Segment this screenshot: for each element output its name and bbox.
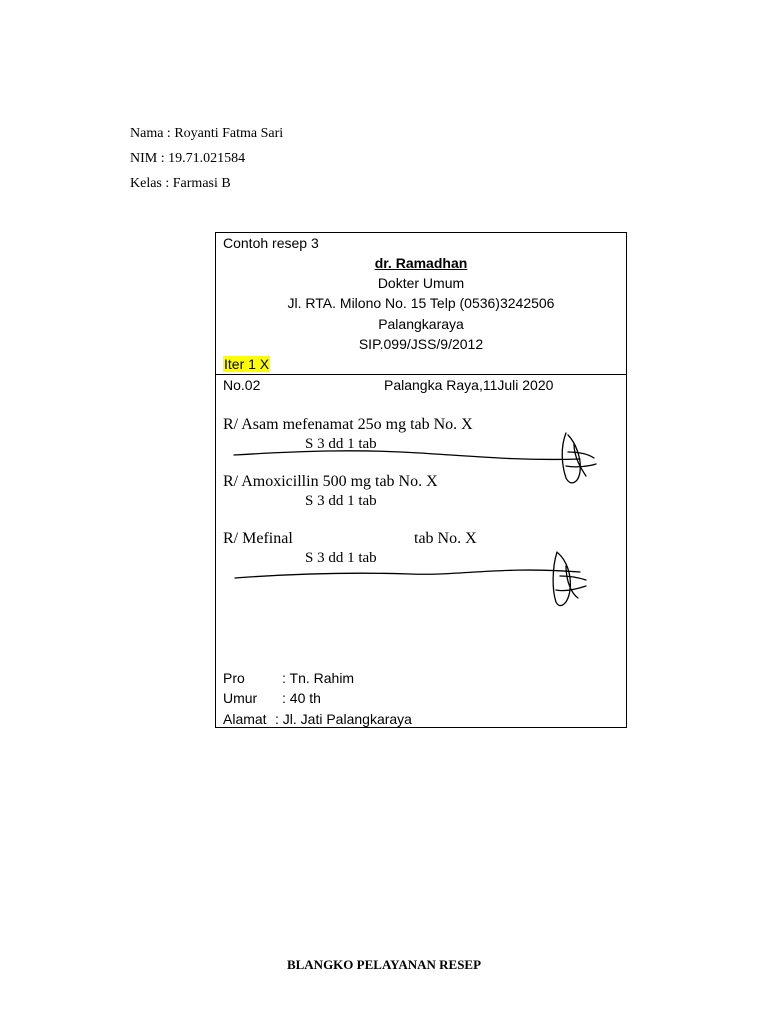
doctor-city: Palangkaraya <box>378 316 464 332</box>
patient-pro-label: Pro <box>223 670 245 686</box>
footer-title: BLANGKO PELAYANAN RESEP <box>286 957 482 972</box>
patient-address-label: Alamat <box>223 711 267 727</box>
recipe-quantity: tab No. X <box>414 530 477 547</box>
signa-line: S 3 dd 1 tab <box>305 493 377 509</box>
doctor-title: Dokter Umum <box>377 275 465 291</box>
rx-number: No.02 <box>223 377 261 393</box>
doctor-name: dr. Ramadhan <box>374 255 468 271</box>
student-nim: NIM : 19.71.021584 <box>130 151 246 166</box>
recipe-line: R/ Amoxicillin 500 mg tab No. X <box>223 473 438 490</box>
doctor-address: Jl. RTA. Milono No. 15 Telp (0536)3242506 <box>287 295 555 311</box>
patient-age-value: : 40 th <box>282 690 321 706</box>
rx-place-date: Palangka Raya,11Juli 2020 <box>384 377 554 393</box>
recipe-line: R/ Mefinal <box>223 530 293 547</box>
paraf-2 <box>553 552 586 606</box>
signa-line: S 3 dd 1 tab <box>305 550 377 566</box>
signa-line: S 3 dd 1 tab <box>305 436 377 452</box>
paraf-1 <box>562 433 596 483</box>
doctor-sip: SIP.099/JSS/9/2012 <box>358 336 484 352</box>
patient-address-value: : Jl. Jati Palangkaraya <box>275 711 412 727</box>
patient-pro-value: : Tn. Rahim <box>282 670 355 686</box>
patient-age-label: Umur <box>223 690 258 706</box>
signature-line-1 <box>234 451 580 460</box>
student-class: Kelas : Farmasi B <box>130 176 231 191</box>
student-name: Nama : Royanti Fatma Sari <box>130 126 284 141</box>
signature-line-2 <box>235 570 580 578</box>
iter-label: Iter 1 X <box>224 356 270 372</box>
example-label: Contoh resep 3 <box>223 235 319 251</box>
recipe-line: R/ Asam mefenamat 25o mg tab No. X <box>223 416 473 433</box>
